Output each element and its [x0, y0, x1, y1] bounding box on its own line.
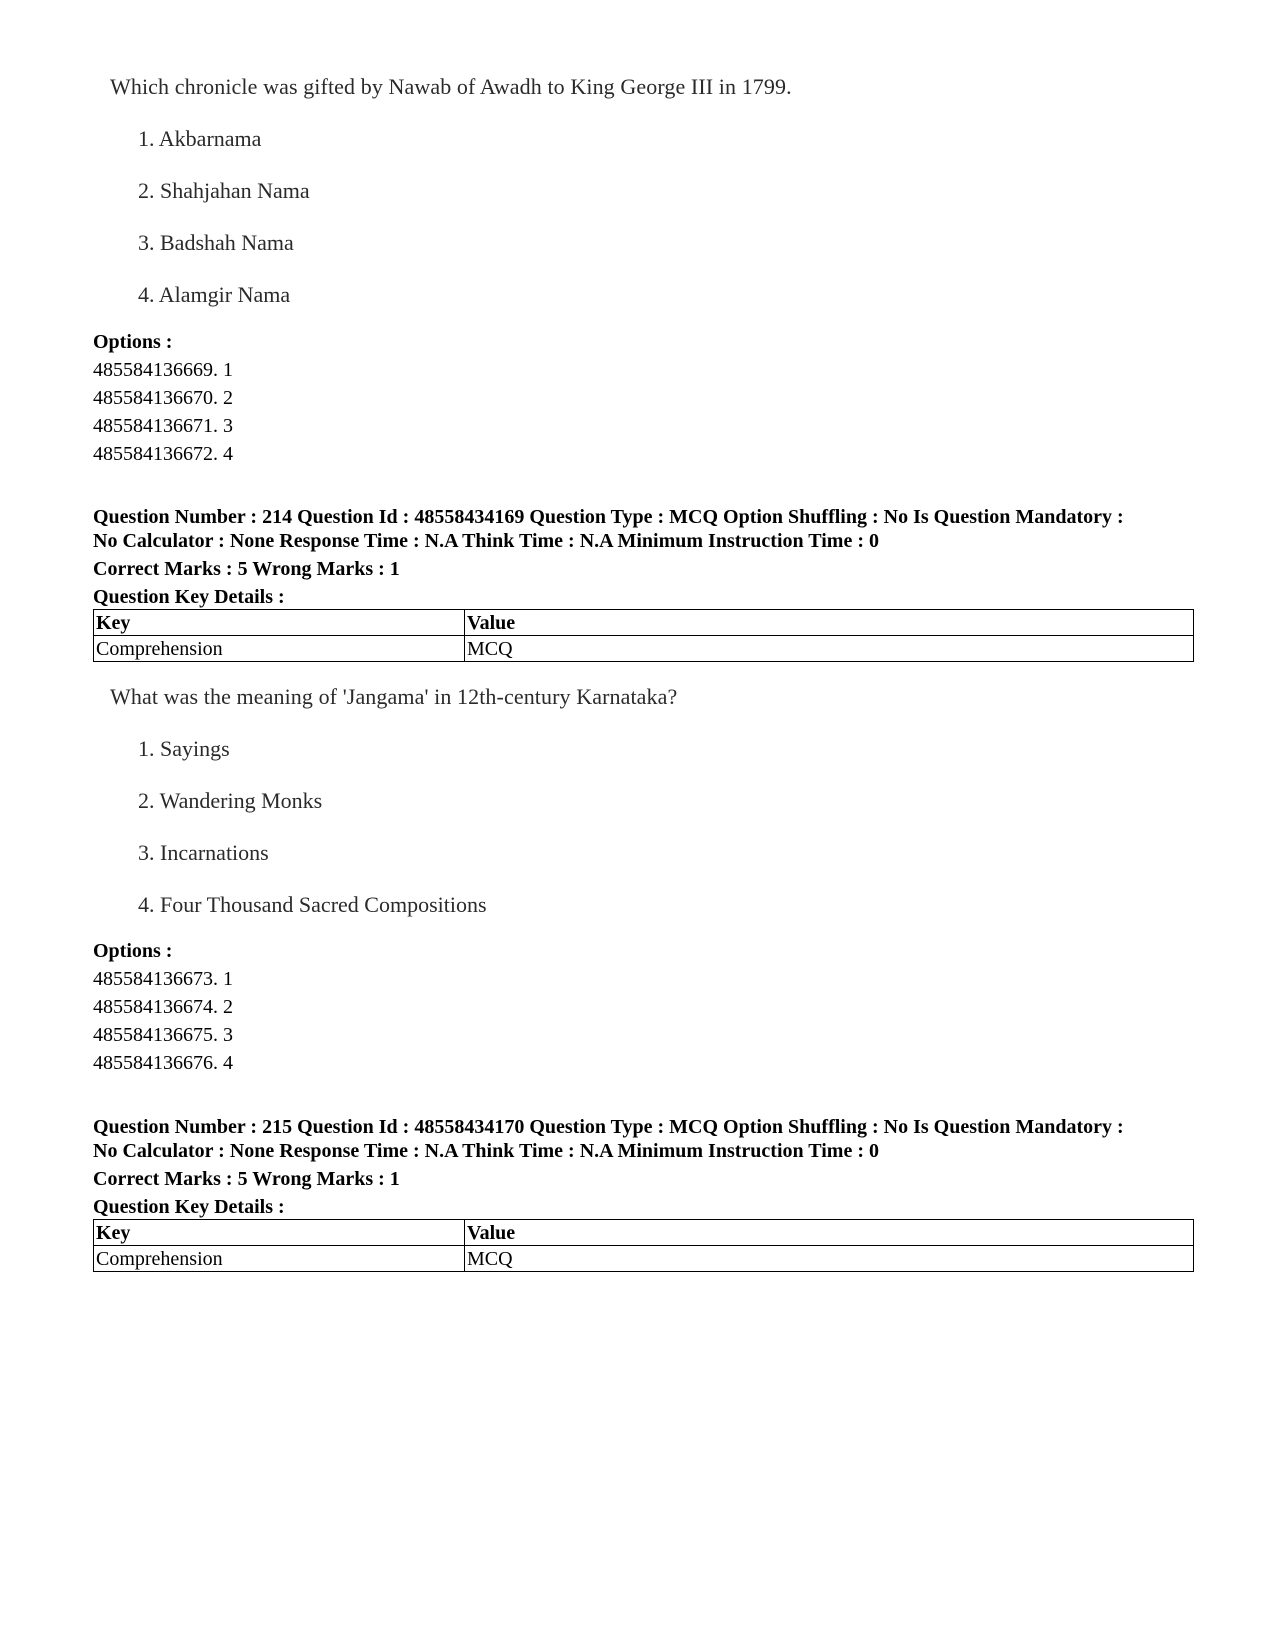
option-id-4: 485584136676. 4 [93, 1052, 233, 1074]
options-label: Options : [93, 331, 173, 353]
option-id-3: 485584136671. 3 [93, 415, 233, 437]
meta-line-2: No Calculator : None Response Time : N.A Think Time : N.A Minimum Instruction Time : 0 [93, 530, 879, 552]
choice-2: 2. Wandering Monks [138, 788, 323, 813]
header-value: Value [465, 610, 1194, 636]
meta-line-2: No Calculator : None Response Time : N.A Think Time : N.A Minimum Instruction Time : 0 [93, 1140, 879, 1162]
table-row [94, 636, 1194, 662]
choice-3: 3. Badshah Nama [138, 230, 294, 255]
option-id-3: 485584136675. 3 [93, 1024, 233, 1046]
key-details-label: Question Key Details : [93, 586, 285, 608]
table-header-row [94, 610, 1194, 636]
cell-value: MCQ [465, 1246, 1194, 1272]
choice-1: 1. Sayings [138, 736, 230, 761]
option-id-1: 485584136669. 1 [93, 359, 233, 381]
choice-3: 3. Incarnations [138, 840, 269, 865]
option-id-4: 485584136672. 4 [93, 443, 233, 465]
header-value: Value [465, 1220, 1194, 1246]
key-details-table-214 [93, 609, 1194, 662]
choice-4: 4. Alamgir Nama [138, 282, 291, 307]
header-key: Key [94, 610, 465, 636]
cell-value: MCQ [465, 636, 1194, 662]
header-key: Key [94, 1220, 465, 1246]
table-row [94, 1246, 1194, 1272]
choice-1: 1. Akbarnama [138, 126, 262, 151]
choice-4: 4. Four Thousand Sacred Compositions [138, 892, 487, 917]
choice-2: 2. Shahjahan Nama [138, 178, 310, 203]
option-id-2: 485584136674. 2 [93, 996, 233, 1018]
key-details-label: Question Key Details : [93, 1196, 285, 1218]
meta-line-1: Question Number : 215 Question Id : 48558434170 Question Type : MCQ Option Shuffling : No Is Question Mandatory : [93, 1116, 1124, 1138]
cell-key: Comprehension [94, 636, 465, 662]
meta-line-1: Question Number : 214 Question Id : 48558434169 Question Type : MCQ Option Shuffling : No Is Question Mandatory : [93, 506, 1124, 528]
option-id-2: 485584136670. 2 [93, 387, 233, 409]
table-header-row [94, 1220, 1194, 1246]
question-text: What was the meaning of 'Jangama' in 12th-century Karnataka? [110, 684, 678, 709]
question-image-213 [110, 74, 830, 307]
marks-line: Correct Marks : 5 Wrong Marks : 1 [93, 1168, 400, 1190]
question-image-214 [110, 684, 830, 917]
question-meta-215 [93, 1115, 1193, 1219]
question-meta-214 [93, 505, 1193, 609]
cell-key: Comprehension [94, 1246, 465, 1272]
option-id-1: 485584136673. 1 [93, 968, 233, 990]
options-label: Options : [93, 940, 173, 962]
key-details-table-215 [93, 1219, 1194, 1272]
question-text: Which chronicle was gifted by Nawab of Awadh to King George III in 1799. [110, 74, 792, 99]
marks-line: Correct Marks : 5 Wrong Marks : 1 [93, 558, 400, 580]
